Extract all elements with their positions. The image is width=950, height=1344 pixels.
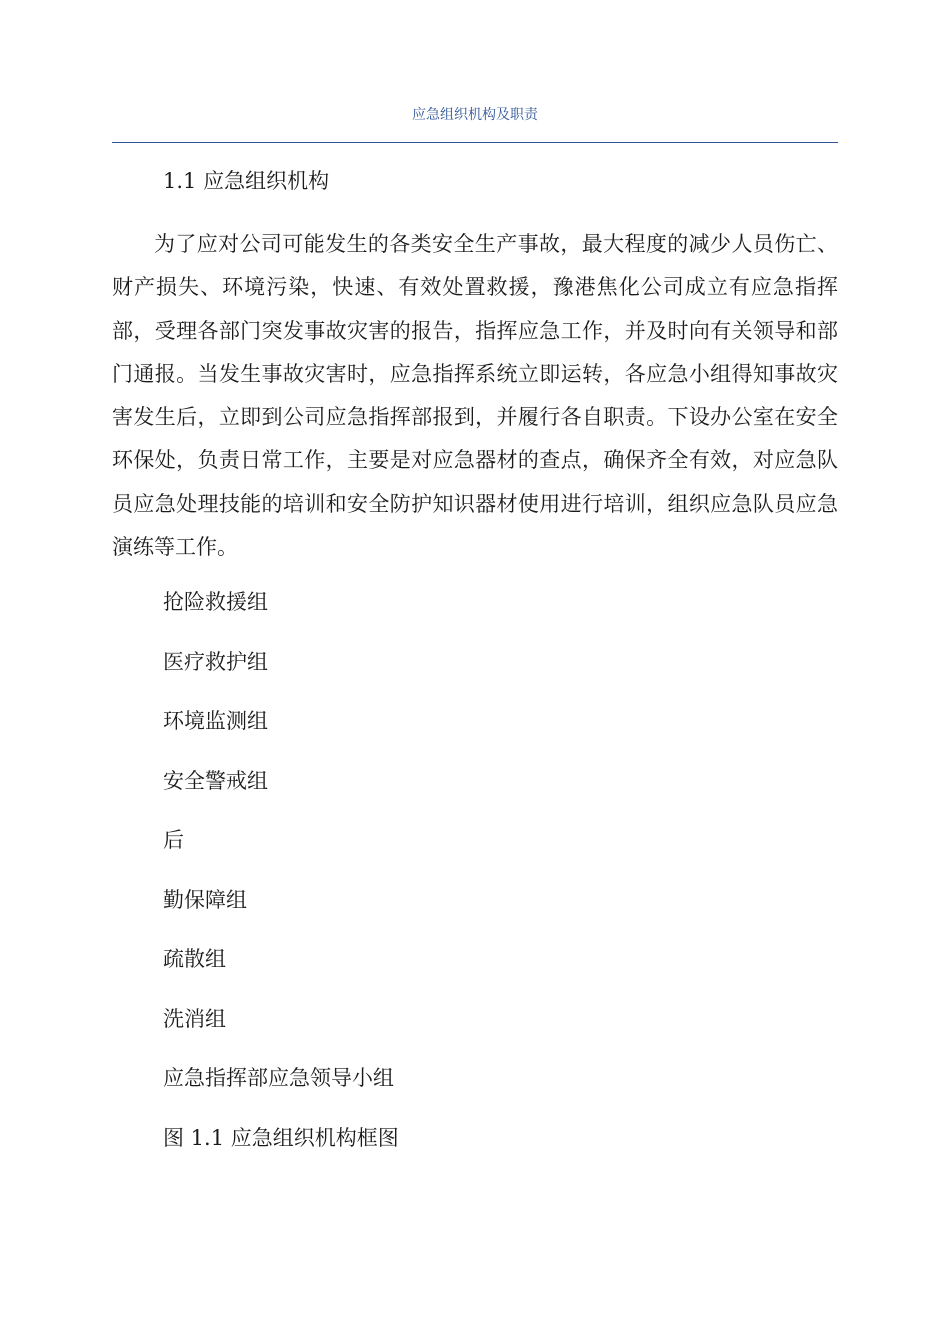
list-item: 环境监测组 — [163, 709, 268, 733]
list-item: 应急指挥部应急领导小组 — [163, 1066, 394, 1090]
section-heading: 1.1 应急组织机构 — [163, 169, 330, 193]
list-item: 医疗救护组 — [163, 650, 268, 674]
header-divider — [112, 142, 838, 143]
figure-caption: 图 1.1 应急组织机构框图 — [163, 1126, 399, 1150]
list-item: 抢险救援组 — [163, 590, 268, 614]
list-item: 后 — [163, 828, 184, 852]
body-paragraph: 为了应对公司可能发生的各类安全生产事故，最大程度的减少人员伤亡、财产损失、环境污染，快速、有效处置救援，豫港焦化公司成立有应急指挥部，受理各部门突发事故灾害的报告，指挥应急工作，并及时向有关领导和部门通报。当发生事故灾害时，应急指挥系统立即运转，各应急小组得知事故灾害发生后，立即到公司应急指挥部报到，并履行各自职责。下设办公室在安全环保处，负责日常工作，主要是对应急器材的查点，确保齐全有效，对应急队员应急处理技能的培训和安全防护知识器材使用进行培训，组织应急队员应急演练等工作。 — [112, 232, 838, 560]
list-item: 洗消组 — [163, 1007, 226, 1031]
list-item: 安全警戒组 — [163, 769, 268, 793]
list-item: 疏散组 — [163, 947, 226, 971]
page-header-title: 应急组织机构及职责 — [412, 107, 538, 123]
list-item: 勤保障组 — [163, 888, 247, 912]
